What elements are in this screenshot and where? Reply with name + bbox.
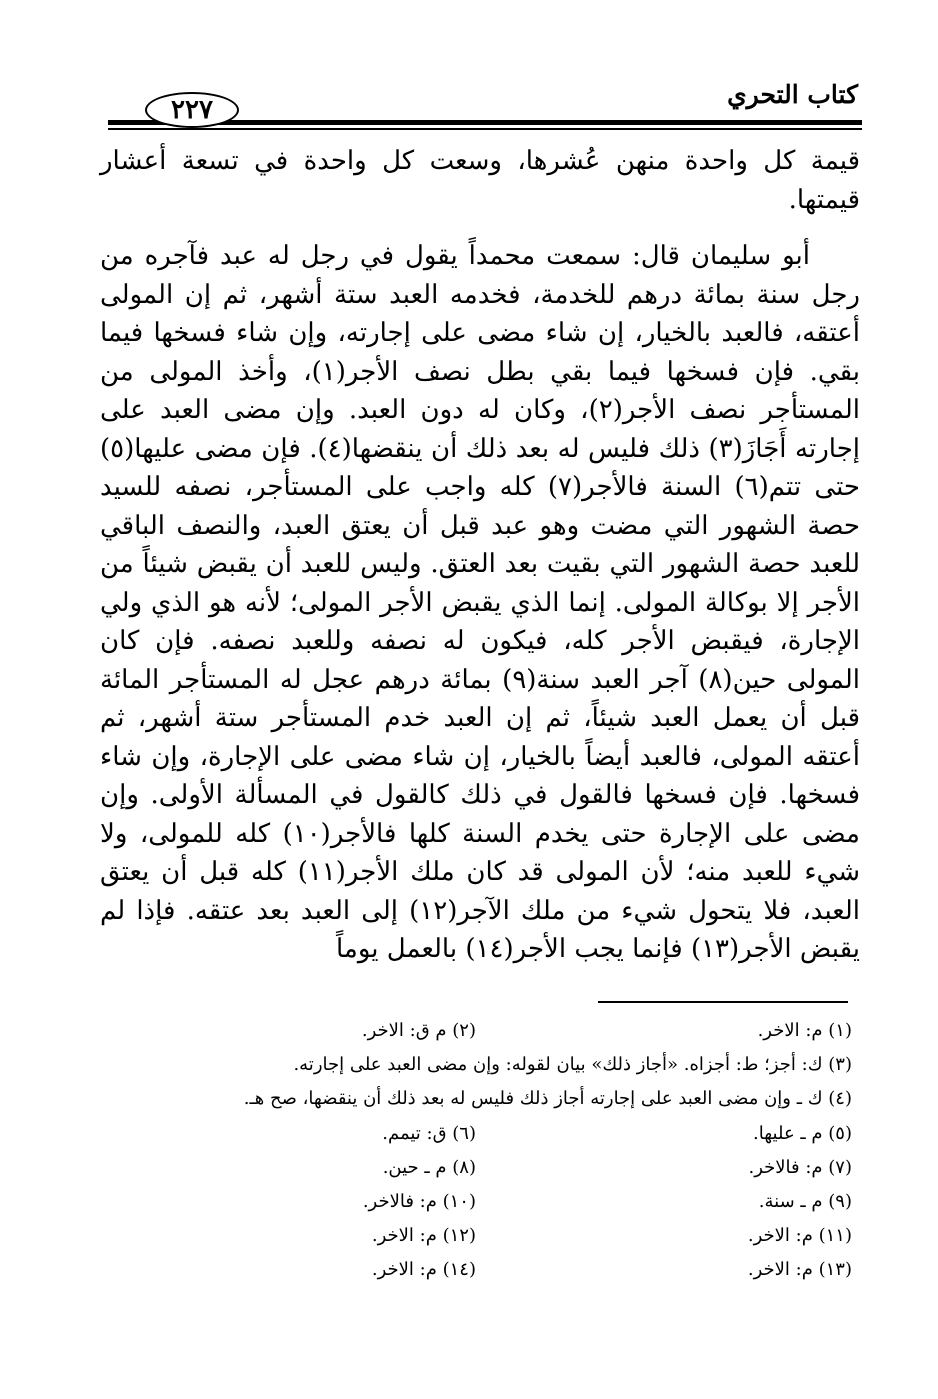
footnote-13: (١٣) م: الاخر. <box>747 1259 852 1281</box>
footnote-row <box>100 1151 852 1185</box>
paragraph-1: قيمة كل واحدة منهن عُشرها، وسعت كل واحدة في تسعة أعشار قيمتها. <box>100 146 860 215</box>
footnote-8: (٨) م ـ حين. <box>382 1156 476 1178</box>
footnote-9: (٩) م ـ سنة. <box>758 1191 852 1213</box>
footnote-5: (٥) م ـ عليها. <box>753 1122 852 1144</box>
footnote-separator <box>598 1001 848 1003</box>
footnote-7: (٧) م: فالاخر. <box>748 1156 852 1178</box>
footnote-row <box>100 1117 852 1151</box>
page-header <box>0 0 938 140</box>
main-text <box>100 142 860 969</box>
header-rule-thin <box>108 128 862 130</box>
book-title: كتاب التحري <box>727 80 858 109</box>
page-number-badge <box>145 92 239 128</box>
footnote-row <box>100 1253 852 1287</box>
footnote-10: (١٠) م: فالاخر. <box>362 1191 476 1213</box>
footnote-3: (٣) ك: أجز؛ ط: أجزاه. «أجاز ذلك» بيان لقوله: وإن مضى العبد على إجارته. <box>293 1054 852 1076</box>
footnote-row <box>100 1014 852 1048</box>
footnote-12: (١٢) م: الاخر. <box>371 1225 476 1247</box>
footnote-14: (١٤) م: الاخر. <box>371 1259 476 1281</box>
footnote-row <box>100 1185 852 1219</box>
paragraph-2: أبو سليمان قال: سمعت محمداً يقول في رجل له عبد فآجره من رجل سنة بمائة درهم للخدمة، فخدمه العبد ستة أشهر، ثم إن المولى أعتقه، فالعبد بالخيار، إن شاء مضى على إجارته، وإن شاء فسخها فيما بقي. فإن فسخها فيما بقي بطل نصف الأجر(١)، وأخذ المولى من المستأجر نصف الأجر(٢)، وكان له دون العبد. وإن مضى العبد على إجارته أَجَازَ(٣) ذلك فليس له بعد ذلك أن ينقضها(٤). فإن مضى عليها(٥) حتى تتم(٦) السنة فالأجر(٧) كله واجب على المستأجر، نصفه للسيد حصة الشهور التي مضت وهو عبد قبل أن يعتق العبد، والنصف الباقي للعبد حصة الشهور التي بقيت بعد العتق. وليس للعبد أن يقبض شيئاً من الأجر إلا بوكالة المولى. إنما الذي يقبض الأجر المولى؛ لأنه هو الذي ولي الإجارة، فيقبض الأجر كله، فيكون له نصفه وللعبد نصفه. فإن كان المولى حين(٨) آجر العبد سنة(٩) بمائة درهم عجل له المستأجر المائة قبل أن يعمل العبد شيئاً، ثم إن العبد خدم المستأجر ستة أشهر، ثم أعتقه المولى، فالعبد أيضاً بالخيار، إن شاء مضى على الإجارة، وإن شاء فسخها. فإن فسخها فالقول في ذلك كالقول في المسألة الأولى. وإن مضى على الإجارة حتى يخدم السنة كلها فالأجر(١٠) كله للمولى، ولا شيء للعبد منه؛ لأن المولى قد كان ملك الأجر(١١) كله قبل أن يعتق العبد، فلا يتحول شيء من ملك الآجر(١٢) إلى العبد بعد عتقه. فإذا لم يقبض الأجر(١٣) فإنما يجب الأجر(١٤) بالعمل يوماً <box>100 241 861 964</box>
footnote-1: (١) م: الاخر. <box>757 1020 852 1041</box>
footnote-2: (٢) م ق: الاخر. <box>361 1020 476 1041</box>
footnote-row <box>100 1219 852 1253</box>
footnote-4: (٤) ك ـ وإن مضى العبد على إجارته أجاز ذلك فليس له بعد ذلك أن ينقضها، صح هـ. <box>243 1088 852 1110</box>
footnote-6: (٦) ق: تيمم. <box>382 1122 476 1144</box>
page-number: ٢٢٧ <box>171 95 213 125</box>
footnotes <box>100 1014 852 1288</box>
footnote-11: (١١) م: الاخر. <box>747 1225 852 1247</box>
